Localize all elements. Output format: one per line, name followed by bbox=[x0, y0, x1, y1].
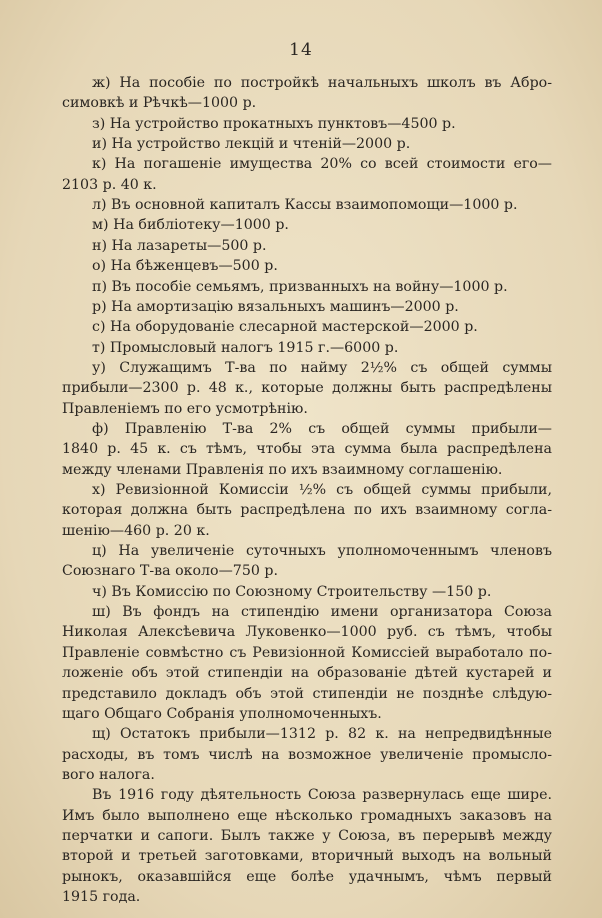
text-line: вого налога. bbox=[62, 766, 155, 783]
text-line: р) На амортизацію вязальныхъ машинъ—2000 р. bbox=[92, 298, 459, 315]
text-line: представило докладъ объ этой стипендіи не позднѣе слѣдую- bbox=[62, 685, 552, 702]
text-line: у) Служащимъ Т-ва по найму 2½% съ общей суммы bbox=[92, 359, 552, 376]
text-line: Правленіемъ по его усмотрѣнію. bbox=[62, 400, 308, 417]
text-line: Правленіе совмѣстно съ Ревизіонной Комиссіей выработало по- bbox=[62, 644, 552, 661]
text-line: симовкѣ и Рѣчкѣ—1000 р. bbox=[62, 95, 257, 112]
page-number: 14 bbox=[289, 40, 313, 60]
text-line: з) На устройство прокатныхъ пунктовъ—4500 р. bbox=[92, 115, 456, 132]
text-line: второй и третьей заготовками, вторичный выходъ на вольный bbox=[62, 848, 552, 865]
text-line: х) Ревизіонной Комиссіи ½% съ общей суммы прибыли, bbox=[92, 482, 552, 498]
text-line: Николая Алексѣевича Луковенко—1000 руб. съ тѣмъ, чтобы bbox=[62, 624, 552, 641]
text-line: между членами Правленія по ихъ взаимному соглашенію. bbox=[62, 461, 503, 478]
text-line: щаго Общаго Собранія уполномоченныхъ. bbox=[62, 705, 382, 722]
text-line: Въ 1916 году дѣятельность Союза развернулась еще шире. bbox=[92, 787, 552, 804]
text-line: м) На библіотеку—1000 р. bbox=[92, 217, 289, 234]
text-line: Союзнаго Т-ва около—750 р. bbox=[62, 563, 278, 580]
text-line: щ) Остатокъ прибыли—1312 р. 82 к. на непредвидѣнные bbox=[92, 726, 552, 743]
text-line: перчатки и сапоги. Былъ также у Союза, въ перерывѣ между bbox=[62, 827, 552, 844]
text-line: 2103 р. 40 к. bbox=[62, 176, 157, 193]
text-line: л) Въ основной капиталъ Кассы взаимопомощи—1000 р. bbox=[92, 197, 518, 214]
text-line: ж) На пособіе по постройкѣ начальныхъ школъ въ Абро- bbox=[92, 75, 552, 91]
text-line: расходы, въ томъ числѣ на возможное увеличеніе промысло- bbox=[62, 746, 552, 763]
text-line: и) На устройство лекцій и чтеній—2000 р. bbox=[92, 136, 411, 153]
text-line: прибыли—2300 р. 48 к., которые должны быть распредѣлены bbox=[62, 380, 552, 397]
text-line: т) Промысловый налогъ 1915 г.—6000 р. bbox=[92, 339, 399, 356]
text-line: ф) Правленію Т-ва 2% съ общей суммы прибыли— bbox=[92, 420, 552, 437]
text-line: с) На оборудованіе слесарной мастерской—2000 р. bbox=[92, 319, 478, 336]
text-line: ц) На увеличеніе суточныхъ уполномоченнымъ членовъ bbox=[92, 543, 552, 560]
text-line: 1915 года. bbox=[62, 889, 141, 905]
text-line: о) На бѣженцевъ—500 р. bbox=[92, 258, 278, 275]
text-line: которая должна быть распредѣлена по ихъ взаимному согла- bbox=[62, 502, 552, 519]
text-line: шенію—460 р. 20 к. bbox=[62, 522, 210, 539]
text-line: Имъ было выполнено еще нѣсколько громадныхъ заказовъ на bbox=[62, 807, 552, 824]
text-line: к) На погашеніе имущества 20% со всей стоимости его— bbox=[92, 156, 552, 173]
text-line: ч) Въ Комиссію по Союзному Строительству —150 р. bbox=[92, 583, 492, 600]
text-line: п) Въ пособіе семьямъ, призванныхъ на войну—1000 р. bbox=[92, 278, 508, 295]
text-line: 1840 р. 45 к. съ тѣмъ, чтобы эта сумма была распредѣлена bbox=[62, 441, 552, 458]
text-line: рынокъ, оказавшійся еще болѣе удачнымъ, чѣмъ первый bbox=[62, 868, 552, 885]
text-line: ш) Въ фондъ на стипендію имени организатора Союза bbox=[92, 604, 552, 621]
text-line: ложеніе объ этой стипендіи на образованіе дѣтей кустарей и bbox=[62, 665, 552, 682]
text-line: н) На лазареты—500 р. bbox=[92, 237, 267, 254]
